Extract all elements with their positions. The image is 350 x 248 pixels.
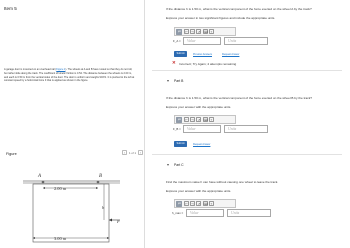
dimension-bottom-label: 3.00 m <box>54 236 67 241</box>
part-c-units-input[interactable]: Units <box>227 209 271 217</box>
undo-icon[interactable]: ↶ <box>185 118 188 122</box>
figure-link[interactable]: Figure 1 <box>56 68 66 71</box>
part-a-value-input[interactable]: Value <box>183 37 221 45</box>
templates-icon[interactable]: μA <box>177 201 181 205</box>
part-b-collapse-icon[interactable] <box>167 80 169 82</box>
part-a-toolbar <box>174 27 236 36</box>
reset-icon[interactable]: ↺ <box>197 118 200 122</box>
templates-icon[interactable]: μA <box>177 29 181 33</box>
part-a-feedback: Incorrect; Try Again; 4 attempts remaining <box>179 62 237 66</box>
reset-icon[interactable]: ↺ <box>197 30 200 34</box>
keyboard-icon[interactable]: ⌨ <box>203 118 208 122</box>
part-b-request-answer-link[interactable]: Request Answer <box>193 143 211 146</box>
figure-label: Figure <box>6 152 17 156</box>
part-b-question: If the distance h is 1.50 m, what is the vertical component of the force exerted on the wheel B by the track? <box>166 96 313 100</box>
wheel-b <box>97 181 100 184</box>
part-b-submit-button[interactable]: Submit <box>174 141 187 147</box>
label-b: B <box>99 174 103 179</box>
part-b-value-input[interactable]: Value <box>183 125 221 133</box>
part-b-units-input[interactable]: Units <box>224 125 268 133</box>
garage-door-figure <box>20 172 124 246</box>
part-a-instruction: Express your answer in two significant figures and include the appropriate units. <box>166 16 276 20</box>
part-c-title[interactable]: Part C <box>174 163 184 167</box>
part-a-request-answer-link[interactable]: Request Answer <box>222 53 240 56</box>
part-c-toolbar <box>174 199 236 208</box>
force-label: F <box>117 219 120 224</box>
templates-icon[interactable]: μA <box>177 117 181 121</box>
part-c-collapse-icon[interactable] <box>167 164 169 166</box>
panel-divider <box>144 0 145 248</box>
wheel-a <box>42 181 45 184</box>
part-b-answer-label: F_B = <box>173 127 181 131</box>
redo-icon[interactable]: ↷ <box>191 118 194 122</box>
part-c-instruction: Express your answer with the appropriate units. <box>166 189 232 193</box>
problem-text-start: A garage door is mounted on an overhead rail ( <box>4 68 57 71</box>
incorrect-icon: ✕ <box>172 60 176 65</box>
redo-icon[interactable]: ↷ <box>191 202 194 206</box>
help-icon[interactable]: ? <box>210 30 213 34</box>
part-a-units-input[interactable]: Units <box>224 37 268 45</box>
part-c-value-input[interactable]: Value <box>186 209 224 217</box>
part-c-answer-label: h_max = <box>172 211 184 215</box>
keyboard-icon[interactable]: ⌨ <box>203 30 208 34</box>
part-b-instruction: Express your answer with the appropriate units. <box>166 105 232 109</box>
part-a-answer-label: F_A = <box>173 39 181 43</box>
pager-text: 1 of 1 <box>129 150 136 155</box>
undo-icon[interactable]: ↶ <box>185 202 188 206</box>
part-a-divider <box>152 70 342 71</box>
chevron-left-icon[interactable]: ‹ <box>123 151 126 155</box>
help-icon[interactable]: ? <box>210 118 213 122</box>
part-c-question: Find the maximum value h can have without causing one wheel to leave the track. <box>166 180 279 184</box>
item-title: Item 5 <box>4 6 17 11</box>
problem-text <box>4 68 136 83</box>
part-b-title[interactable]: Part B <box>174 79 184 83</box>
figure-pager <box>122 150 143 155</box>
dimension-top-label: 2.00 m <box>54 186 67 191</box>
part-b-divider <box>152 154 342 155</box>
dimension-h-label: h <box>102 205 105 210</box>
part-b-toolbar <box>174 115 236 124</box>
part-a-submit-button[interactable]: Submit <box>174 51 187 57</box>
part-a-question: If the distance h is 1.50 m, what is the vertical component of the force exerted on the wheel A by the track? <box>166 7 312 11</box>
label-a: A <box>38 174 42 179</box>
reset-icon[interactable]: ↺ <box>197 202 200 206</box>
redo-icon[interactable]: ↷ <box>191 30 194 34</box>
chevron-right-icon[interactable]: › <box>139 151 142 155</box>
help-icon[interactable]: ? <box>210 202 213 206</box>
undo-icon[interactable]: ↶ <box>185 30 188 34</box>
garage-door <box>33 184 109 242</box>
keyboard-icon[interactable]: ⌨ <box>203 202 208 206</box>
problem-text-end: ). The wheels at A and B have rusted so that they do not roll, but rather slide along the track. The coefficient of kinetic friction is 0.54. The distance between the wheels is 2.00 m, and each is 0.50 m from the vertical sides of the door. The door is uniform and weighs 903 N. It is pushed to the left at constant speed by a horizontal force F that is applied as shown in the figure. <box>4 68 135 83</box>
part-a-previous-answers-link[interactable]: Previous Answers <box>193 53 212 56</box>
